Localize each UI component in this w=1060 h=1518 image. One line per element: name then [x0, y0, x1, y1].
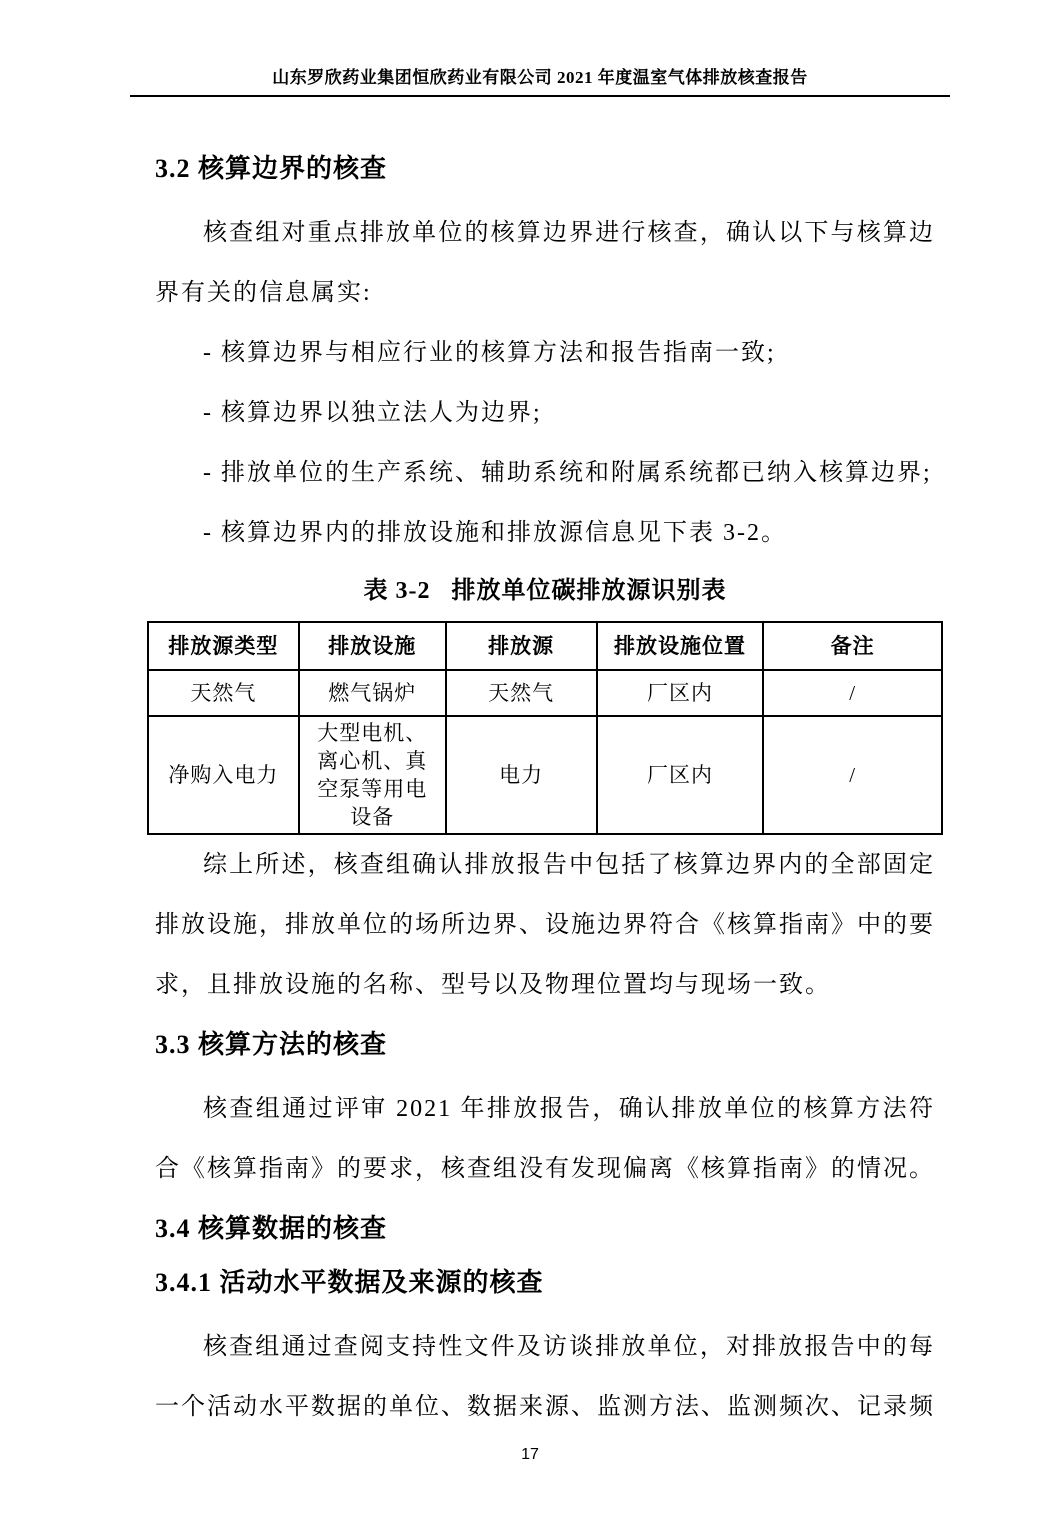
- cell-source: 天然气: [446, 670, 597, 716]
- cell-source-type: 天然气: [148, 670, 299, 716]
- section-3-2-heading: 3.2 核算边界的核查: [155, 154, 388, 183]
- document-body: [155, 97, 935, 1437]
- cell-remarks: /: [763, 670, 942, 716]
- section-3-4-1-paragraph: 核查组通过查阅支持性文件及访谈排放单位，对排放报告中的每一个活动水平数据的单位、数据来源、监测方法、监测频次、记录频: [155, 1334, 935, 1420]
- page-number: 17: [521, 1446, 539, 1463]
- section-3-3-paragraph: 核查组通过评审 2021 年排放报告，确认排放单位的核算方法符合《核算指南》的要求，核查组没有发现偏离《核算指南》的情况。: [155, 1096, 935, 1182]
- cell-facility-location: 厂区内: [597, 716, 764, 834]
- column-header-remarks: 备注: [763, 622, 942, 670]
- section-3-2-summary-paragraph: 综上所述，核查组确认排放报告中包括了核算边界内的全部固定排放设施，排放单位的场所边界、设施边界符合《核算指南》中的要求，且排放设施的名称、型号以及物理位置均与现场一致。: [155, 852, 935, 998]
- bullet-item-2: - 核算边界以独立法人为边界;: [203, 400, 542, 426]
- table-3-2-caption: 表 3-2 排放单位碳排放源识别表: [363, 578, 727, 604]
- column-header-facility-location: 排放设施位置: [597, 622, 764, 670]
- column-header-facility: 排放设施: [299, 622, 446, 670]
- bullet-item-3: - 排放单位的生产系统、辅助系统和附属系统都已纳入核算边界;: [203, 460, 932, 486]
- emission-source-table: [147, 621, 943, 835]
- table-row: [148, 716, 942, 834]
- cell-source: 电力: [446, 716, 597, 834]
- table-header-row: [148, 622, 942, 670]
- cell-remarks: /: [763, 716, 942, 834]
- column-header-source: 排放源: [446, 622, 597, 670]
- section-3-4-1-heading: 3.4.1 活动水平数据及来源的核查: [155, 1268, 544, 1297]
- running-header: [130, 66, 950, 97]
- cell-source-type: 净购入电力: [148, 716, 299, 834]
- cell-facility: 燃气锅炉: [299, 670, 446, 716]
- section-3-2-intro-paragraph: 核查组对重点排放单位的核算边界进行核查，确认以下与核算边界有关的信息属实:: [155, 220, 935, 306]
- table-row: [148, 670, 942, 716]
- bullet-item-4: - 核算边界内的排放设施和排放源信息见下表 3-2。: [203, 520, 787, 546]
- cell-facility: 大型电机、离心机、真空泵等用电设备: [299, 716, 446, 834]
- section-3-3-heading: 3.3 核算方法的核查: [155, 1030, 388, 1059]
- column-header-source-type: 排放源类型: [148, 622, 299, 670]
- section-3-4-heading: 3.4 核算数据的核查: [155, 1214, 388, 1243]
- report-title: 山东罗欣药业集团恒欣药业有限公司 2021 年度温室气体排放核查报告: [272, 68, 808, 87]
- bullet-item-1: - 核算边界与相应行业的核算方法和报告指南一致;: [203, 340, 776, 366]
- cell-facility-location: 厂区内: [597, 670, 764, 716]
